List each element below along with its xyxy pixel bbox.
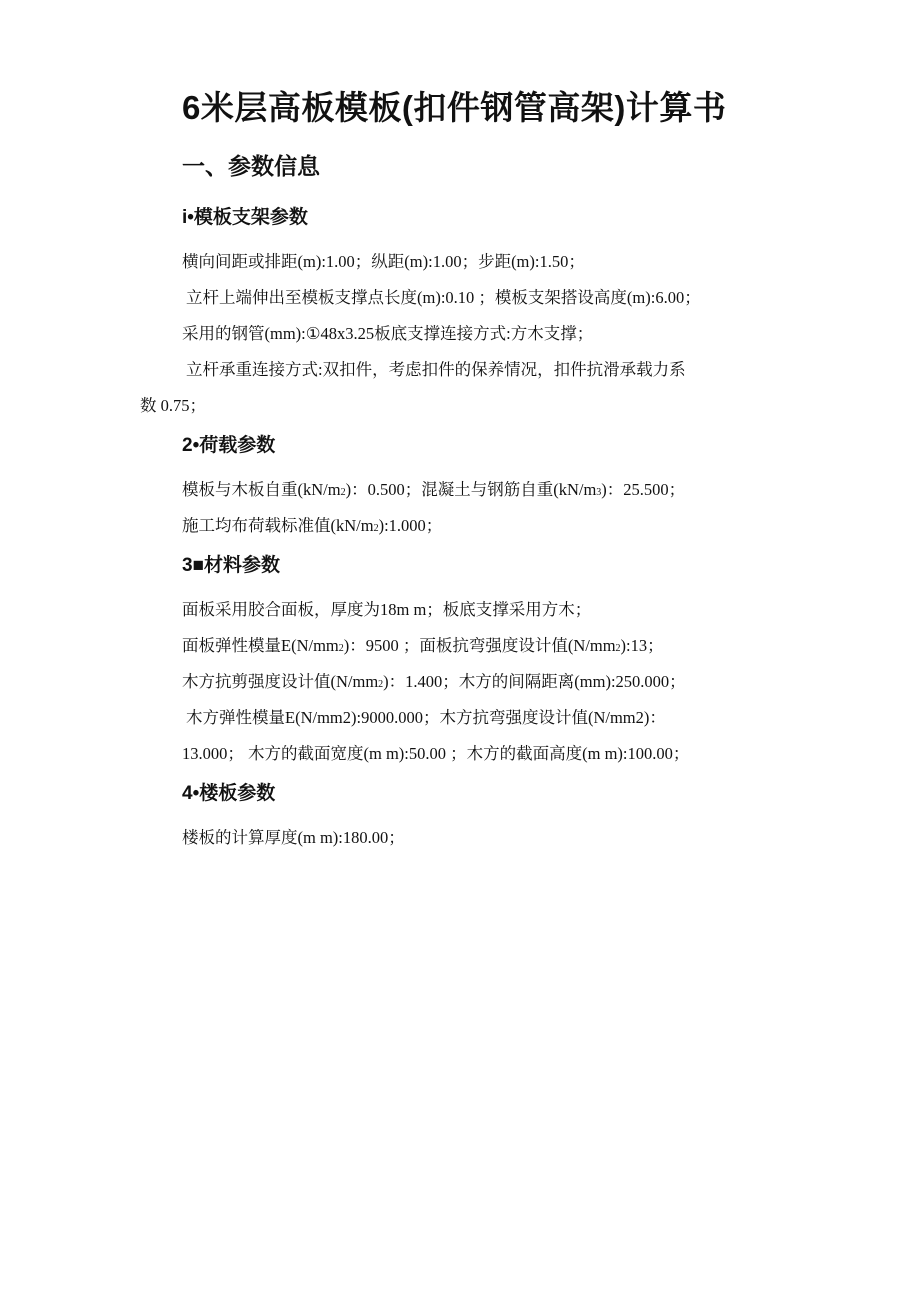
text-run: 施工均布荷载标准值(kN/m <box>182 516 374 535</box>
text-run: 模板与木板自重(kN/m <box>182 480 341 499</box>
text-run: ):1.000； <box>378 516 443 535</box>
unit-subscript: 2 <box>378 679 384 690</box>
unit-subscript: 2 <box>340 487 346 498</box>
subsection-heading-formwork-support: i•模板支架参数 <box>182 207 308 228</box>
text-run: )：9500 ；面板抗弯强度设计值(N/mm <box>343 636 616 655</box>
paragraph-line <box>182 669 686 698</box>
paragraph-line: 横向间距或排距(m):1.00；纵距(m):1.00；步距(m):1.50； <box>182 252 585 271</box>
paragraph-line: 采用的钢管(mm):①48x3.25板底支撑连接方式:方木支撑； <box>182 324 594 343</box>
paragraph-line: 数 0.75； <box>140 396 206 415</box>
text-run: )：1.400；木方的间隔距离(mm):250.000； <box>383 672 686 691</box>
text-run: ):13； <box>620 636 664 655</box>
unit-subscript: 3 <box>596 487 602 498</box>
text-run: )：0.500；混凝土与钢筋自重(kN/m <box>345 480 597 499</box>
paragraph-line: 立杆上端伸出至模板支撑点长度(m):0.10 ；模板支架搭设高度(m):6.00； <box>186 288 701 307</box>
unit-subscript: 2 <box>338 643 344 654</box>
paragraph-line: 木方弹性模量E(N/mm2):9000.000；木方抗弯强度设计值(N/mm2)： <box>186 708 666 727</box>
unit-subscript: 2 <box>615 643 621 654</box>
paragraph-line: 面板采用胶合面板，厚度为18m m；板底支撑采用方木； <box>182 600 592 619</box>
unit-subscript: 2 <box>373 523 379 534</box>
paragraph-line: 13.000； 木方的截面宽度(m m):50.00 ；木方的截面高度(m m):100.00； <box>182 744 690 763</box>
paragraph-line <box>182 513 442 542</box>
paragraph-line: 楼板的计算厚度(m m):180.00； <box>182 828 405 847</box>
paragraph-line <box>182 477 685 506</box>
text-run: )：25.500； <box>601 480 686 499</box>
subsection-heading-material: 3■材料参数 <box>182 555 281 576</box>
section-heading-parameters: 一、参数信息 <box>182 153 320 179</box>
subsection-heading-load: 2•荷载参数 <box>182 435 276 456</box>
text-run: 木方抗剪强度设计值(N/mm <box>182 672 379 691</box>
subsection-heading-floor-slab: 4•楼板参数 <box>182 783 276 804</box>
paragraph-line <box>182 633 664 662</box>
paragraph-line: 立杆承重连接方式:双扣件，考虑扣件的保养情况，扣件抗滑承载力系 <box>186 360 686 379</box>
document-title: 6米层高板模板(扣件钢管高架)计算书 <box>182 89 727 126</box>
text-run: 面板弹性模量E(N/mm <box>182 636 339 655</box>
